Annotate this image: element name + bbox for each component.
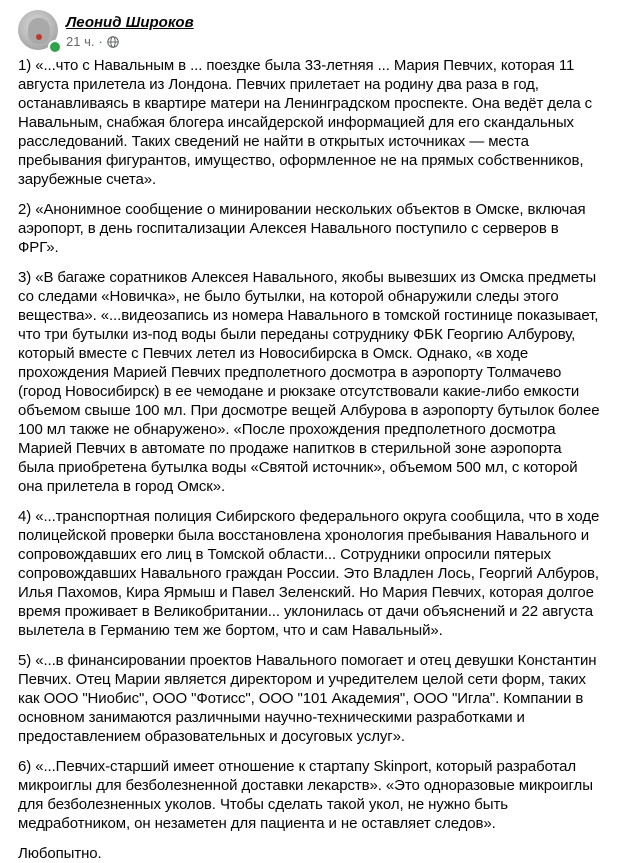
post-paragraph-3: 3) «В багаже соратников Алексея Навального, якобы вывезших из Омска предметы со следами «Новичка», не было бутылки, на которой обнаружили следы этого вещества». «...видеозапись из номера Навального в томской гостинице показывает, что три бутылки из-под воды были переданы сотруднику ФБК Георгию Албурову, который вместе с Певчих летел из Новосибирска в Омск. Однако, «в ходе прохождения Марией Певчих предполетного досмотра в аэропорту Толмачево (город Новосибирск) в ее чемодане и рюкзаке отсутствовали какие-либо емкости объемом свыше 100 мл. При досмотре вещей Албурова в аэропорту бутылок более 100 мл также не обнаружено». «После прохождения предполетного досмотра Марией Певчих в автомате по продаже напитков в стерильной зоне аэропорта была приобретена бутылка воды «Святой источник», объемом 500 мл, с которой она прилетела в город Омск». (18, 269, 600, 495)
online-status-icon (48, 40, 62, 54)
post-closing-line: Любопытно. (18, 845, 102, 862)
author-name-link[interactable]: Леонид Широков (66, 14, 194, 31)
post-meta (66, 34, 119, 49)
post-paragraph-2: 2) «Анонимное сообщение о минировании нескольких объектов в Омске, включая аэропорт, в день госпитализации Алексея Навального поступило с серверов в ФРГ». (18, 201, 586, 256)
avatar-figure (28, 18, 50, 44)
post-time-link[interactable]: 21 ч. (66, 34, 95, 49)
post-paragraph-4: 4) «...транспортная полиция Сибирского федерального округа сообщила, что в ходе полицейской проверки была восстановлена хронология пребывания Навального и сопровождавших его лиц в Томской области... Сотрудники опросили пятерых сопровождавших Навального граждан России. Это Владлен Лось, Георгий Албуров, Илья Пахомов, Кира Ярмыш и Павел Зеленский. Но Мария Певчих, которая долгое время проживает в Великобритании... уклонилась от дачи объяснений и 22 августа вылетела в Германию тем же бортом, что и сам Навальный». (18, 508, 600, 639)
post-header (18, 0, 601, 56)
meta-separator: · (98, 34, 103, 49)
avatar-accent (36, 34, 42, 40)
globe-icon[interactable] (107, 36, 119, 48)
post-body (18, 56, 601, 863)
post-paragraph-1: 1) «...что с Навальным в ... поездке была 33-летняя ... Мария Певчих, которая 11 августа прилетела из Лондона. Певчих прилетает на родину два раза в год, останавливаясь в квартире матери на Ленинградском проспекте. Она ведёт дела с Навальным, снабжая блогера инсайдерской информацией для его скандальных расследований. Таких сведений не найти в открытых источниках — места пребывания фигурантов, имущество, оформленное не на прямых собственников, зарубежные счета». (18, 57, 593, 188)
post-paragraph-5: 5) «...в финансировании проектов Навального помогает и отец девушки Константин Певчих. Отец Марии является директором и учредителем целой сети форм, таких как ООО "Ниобис", ООО "Фотисс", ООО "101 Академия", ООО "Игла". Компании в основном занимаются различными научно-техническими разработками и предоставлением образовательных и досуговых услуг». (18, 652, 597, 745)
post-paragraph-6: 6) «...Певчих-старший имеет отношение к стартапу Skinport, который разработал микроиглы для безболезненной доставки лекарств». «Это одноразовые микроиглы для безболезненных уколов. Чтобы сделать такой укол, не нужно быть медработником, он незаметен для пациента и не оставляет следов». (18, 758, 593, 832)
